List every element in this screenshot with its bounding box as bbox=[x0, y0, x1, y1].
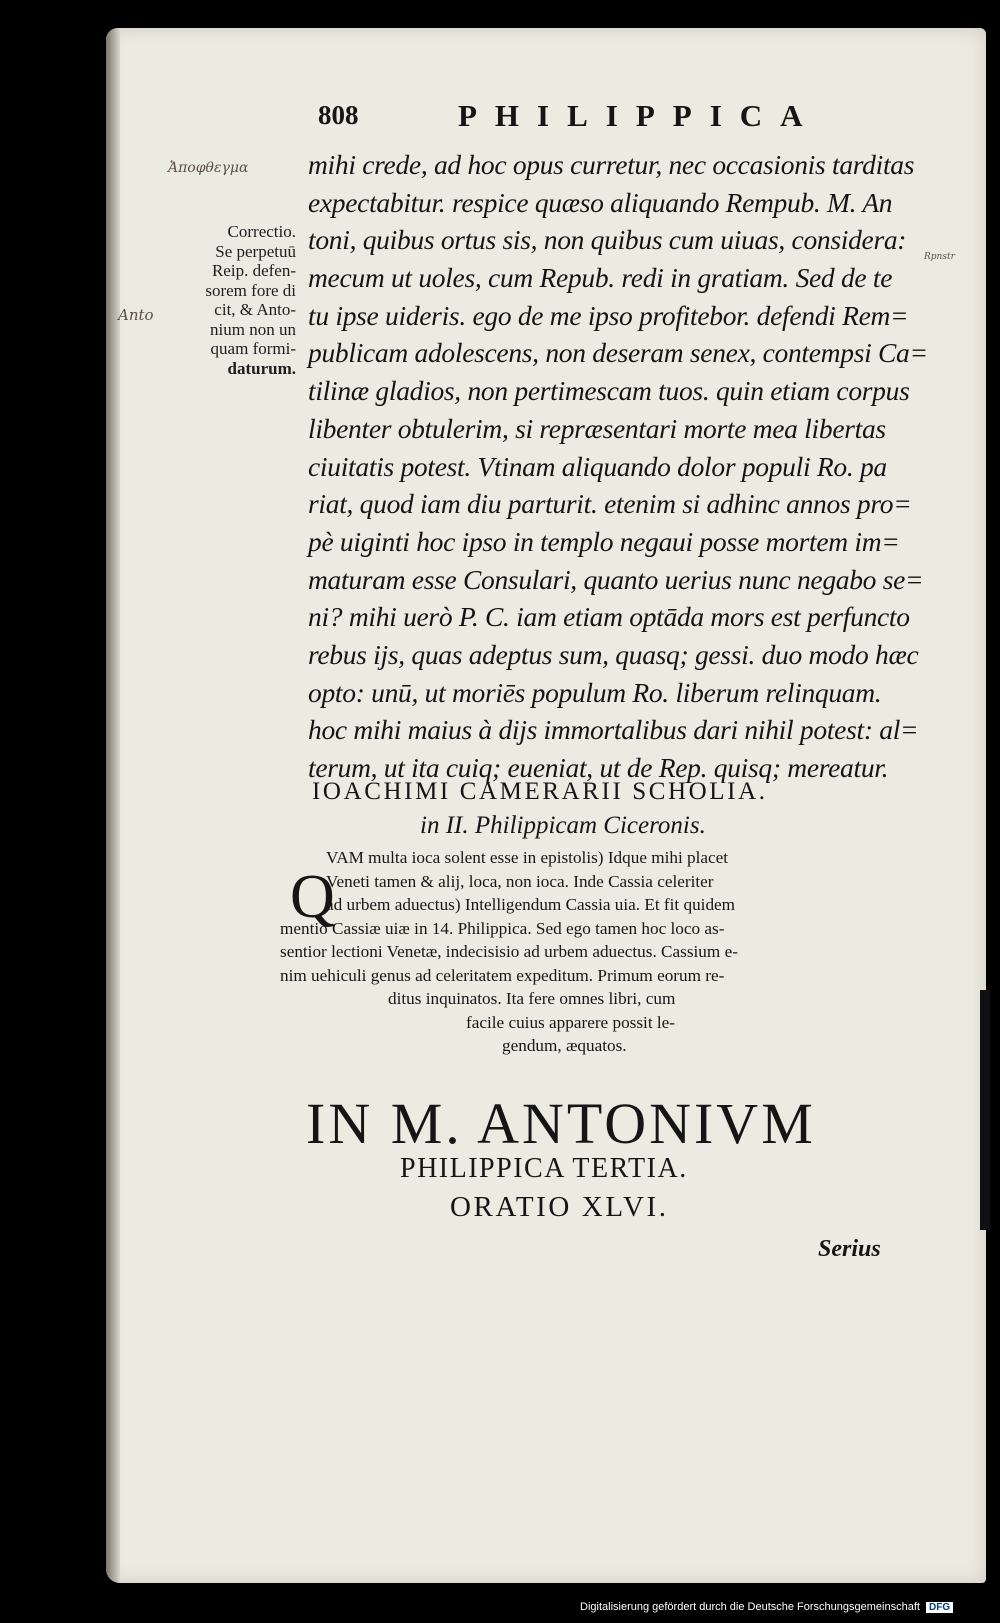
digitization-credit bbox=[580, 1601, 953, 1613]
oration-number: ORATIO XLVI. bbox=[450, 1191, 669, 1223]
margin-note: daturum. bbox=[227, 358, 296, 378]
scholia-line: gendum, æquatos. bbox=[502, 1036, 627, 1055]
drop-cap: Q bbox=[290, 863, 335, 931]
margin-notes bbox=[156, 222, 296, 378]
margin-note: nium non un bbox=[210, 319, 296, 339]
text-line: publicam adolescens, non deseram senex, contempsi Ca= bbox=[308, 337, 928, 369]
main-text bbox=[308, 146, 968, 787]
text-line: opto: unū, ut moriēs populum Ro. liberum relinquam. bbox=[308, 676, 882, 708]
scholia-line: sentior lectioni Venetæ, indecisisio ad urbem aduectus. Cassium e- bbox=[280, 942, 738, 961]
margin-note: sorem fore di bbox=[205, 280, 296, 300]
text-line: terum, ut ita cuiq; eueniat, ut de Rep. quisq; mereatur. bbox=[308, 752, 889, 783]
scholia-line: Veneti tamen & alij, loca, non ioca. Inde Cassia celeriter bbox=[326, 871, 714, 891]
scholia-line: facile cuius apparere possit le- bbox=[466, 1012, 676, 1032]
scholia-line: ad urbem aduectus) Intelligendum Cassia uia. Et fit quidem bbox=[326, 895, 736, 914]
handwritten-note-anto: Anto bbox=[118, 306, 154, 324]
text-line: tilinæ gladios, non pertimescam tuos. quin etiam corpus bbox=[308, 375, 910, 407]
dfg-logo: DFG bbox=[926, 1602, 953, 1613]
text-line: hoc mihi maius à dijs immortalibus dari nihil potest: al= bbox=[308, 714, 919, 746]
running-head: PHILIPPICA bbox=[458, 98, 821, 133]
scholia-title: IOACHIMI CAMERARII SCHOLIA. bbox=[312, 778, 768, 805]
text-line: expectabitur. respice quæso aliquando Rempub. M. An bbox=[308, 186, 893, 218]
text-line: mecum ut uoles, cum Repub. redi in gratiam. Sed de te bbox=[308, 262, 893, 294]
margin-note: cit, & Anto- bbox=[214, 300, 296, 319]
scholia-line: ditus inquinatos. Ita fere omnes libri, cum bbox=[388, 989, 676, 1008]
text-line: libenter obtulerim, si repræsentari morte mea libertas bbox=[308, 412, 886, 444]
text-line: toni, quibus ortus sis, non quibus cum uiuas, considera: bbox=[308, 224, 907, 256]
text-line: maturam esse Consulari, quanto uerius nunc negabo se= bbox=[308, 563, 924, 595]
margin-note: Se perpetuū bbox=[215, 241, 296, 261]
page-number: 808 bbox=[318, 100, 359, 130]
credit-text: Digitalisierung gefördert durch die Deutsche Forschungsgemeinschaft bbox=[580, 1601, 920, 1613]
text-line: ciuitatis potest. Vtinam aliquando dolor populi Ro. pa bbox=[308, 450, 887, 482]
scholia-line: mentio Cassiæ uiæ in 14. Philippica. Sed ego tamen hoc loco as- bbox=[280, 918, 725, 938]
text-line: pè uiginti hoc ipso in templo negaui posse mortem im= bbox=[308, 525, 900, 557]
text-line: rebus ijs, quas adeptus sum, quasq; gessi. duo modo hæc bbox=[308, 638, 919, 670]
margin-note: Correctio. bbox=[227, 222, 296, 241]
margin-note: quam formi- bbox=[210, 339, 296, 358]
scan-edge-bar bbox=[980, 990, 990, 1230]
page-gutter-shadow bbox=[106, 28, 120, 1583]
text-line: tu ipse uideris. ego de me ipso profitebor. defendi Rem= bbox=[308, 299, 909, 331]
text-line: riat, quod iam diu parturit. etenim si adhinc annos pro= bbox=[308, 488, 912, 520]
scholia-subtitle: in II. Philippicam Ciceronis. bbox=[420, 812, 706, 839]
handwritten-note-right: Rpnstr bbox=[924, 252, 955, 262]
oration-subtitle: PHILIPPICA TERTIA. bbox=[400, 1153, 688, 1184]
oration-title: IN M. ANTONIVM bbox=[306, 1091, 816, 1156]
scholia-line: nim uehiculi genus ad celeritatem expeditum. Primum eorum re- bbox=[280, 965, 725, 985]
handwritten-note-greek: Ἀποφθεγμα bbox=[168, 160, 249, 176]
text-line: ni? mihi uerò P. C. iam etiam optāda mors est perfuncto bbox=[308, 601, 910, 633]
text-line: mihi crede, ad hoc opus curretur, nec occasionis tarditas bbox=[308, 149, 915, 180]
margin-note: Reip. defen- bbox=[211, 261, 296, 280]
catchword: Serius bbox=[818, 1236, 881, 1262]
scholia-line: VAM multa ioca solent esse in epistolis) Idque mihi placet bbox=[326, 848, 729, 867]
scholia-text bbox=[280, 846, 920, 1058]
